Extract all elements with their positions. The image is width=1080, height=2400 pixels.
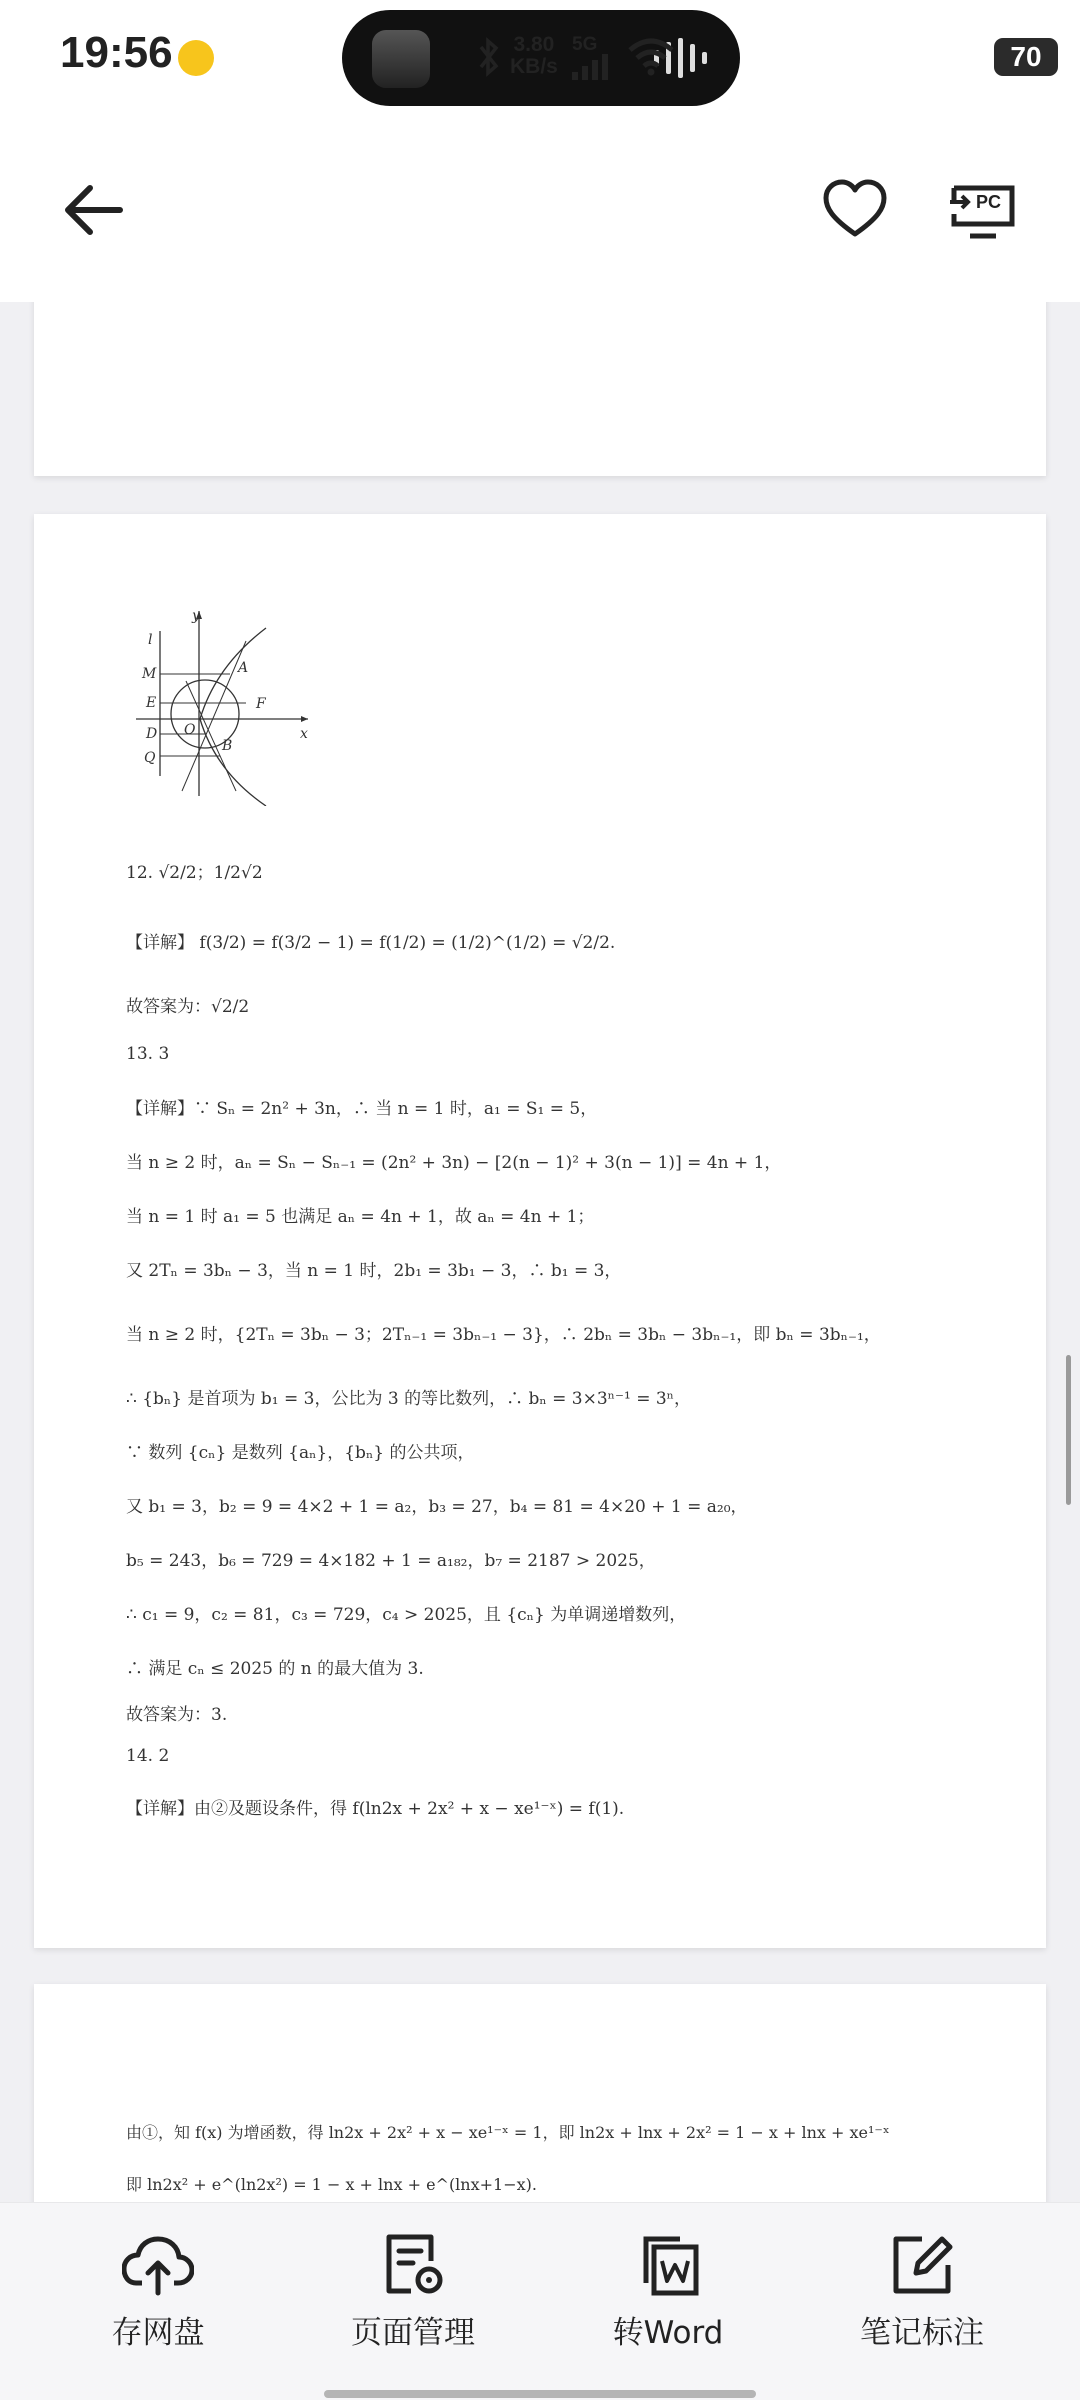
- figure-label-x: x: [300, 726, 308, 742]
- answer-12: 12. √2/2；1/2√2: [126, 863, 263, 883]
- solution-13-line: b₅ = 243，b₆ = 729 = 4×182 + 1 = a₁₈₂，b₇ = 2187 > 2025，: [126, 1551, 656, 1571]
- home-indicator[interactable]: [324, 2390, 756, 2398]
- figure-label-d: D: [146, 726, 158, 742]
- note-annotation-button[interactable]: [812, 2233, 1032, 2373]
- tool-label: 存网盘: [111, 2315, 205, 2351]
- geometry-figure: [126, 606, 316, 806]
- pc-transfer-button[interactable]: [948, 180, 1018, 240]
- net-speed-unit: KB/s: [510, 55, 558, 78]
- solution-13-line: 当 n ≥ 2 时，aₙ = Sₙ − Sₙ₋₁ = (2n² + 3n) − [2(n − 1)² + 3(n − 1)] = 4n + 1，: [126, 1153, 782, 1173]
- word-convert-icon: [636, 2233, 700, 2297]
- clock: 19:56: [60, 28, 173, 77]
- save-to-cloud-button[interactable]: [48, 2233, 268, 2373]
- cloud-upload-icon: [122, 2233, 194, 2297]
- solution-13-line: ∴ {bₙ} 是首项为 b₁ = 3，公比为 3 的等比数列，∴ bₙ = 3×3ⁿ⁻¹ = 3ⁿ，: [126, 1389, 692, 1409]
- document-page: [34, 302, 1046, 476]
- scrollbar[interactable]: [1066, 1355, 1071, 1505]
- solution-13-line: 【详解】∵ Sₙ = 2n² + 3n，∴ 当 n = 1 时，a₁ = S₁ = 5，: [126, 1099, 598, 1119]
- solution-13-line: ∴ c₁ = 9，c₂ = 81，c₃ = 729，c₄ > 2025，且 {cₙ} 为单调递增数列，: [126, 1605, 687, 1625]
- figure-label-m: M: [142, 666, 157, 682]
- solution-13-line: 又 b₁ = 3，b₂ = 9 = 4×2 + 1 = a₂，b₃ = 27，b₄ = 81 = 4×20 + 1 = a₂₀，: [126, 1497, 748, 1517]
- battery-indicator: 70: [994, 38, 1058, 76]
- status-bar: [0, 0, 1080, 118]
- app-top-bar: [0, 118, 1080, 302]
- music-app-icon: [178, 40, 214, 76]
- solution-14-line: 由①，知 f(x) 为增函数，得 ln2x + 2x² + x − xe¹⁻ˣ = 1，即 ln2x + lnx + 2x² = 1 − x + lnx + xe¹⁻ˣ: [126, 2123, 890, 2142]
- final-answer-12: 故答案为：√2/2: [126, 997, 250, 1017]
- heart-icon[interactable]: [822, 178, 888, 240]
- bottom-toolbar: [0, 2202, 1080, 2400]
- solution-13-line: ∴ 满足 cₙ ≤ 2025 的 n 的最大值为 3.: [126, 1659, 424, 1679]
- solution-13-line: 又 2Tₙ = 3bₙ − 3，当 n = 1 时，2b₁ = 3b₁ − 3，∴ b₁ = 3，: [126, 1261, 622, 1281]
- answer-14: 14. 2: [126, 1746, 170, 1766]
- solution-12: 【详解】 f(3/2) = f(3/2 − 1) = f(1/2) = (1/2)^(1/2) = √2/2.: [126, 933, 616, 953]
- network-speed: [510, 34, 558, 78]
- document-page: [34, 1984, 1046, 2202]
- solution-14-line: 即 ln2x² + e^(ln2x²) = 1 − x + lnx + e^(lnx+1−x).: [126, 2175, 537, 2194]
- page-management-button[interactable]: [303, 2233, 523, 2373]
- figure-label-a: A: [238, 660, 249, 676]
- convert-to-word-button[interactable]: [558, 2233, 778, 2373]
- system-icons: [510, 30, 1058, 86]
- solution-14-line: 【详解】由②及题设条件，得 f(ln2x + 2x² + x − xe¹⁻ˣ) = f(1).: [126, 1799, 625, 1819]
- album-art-icon: [372, 30, 430, 88]
- page-settings-icon: [381, 2233, 445, 2297]
- arrow-left-icon[interactable]: [60, 180, 130, 240]
- net-speed-value: 3.80: [513, 33, 555, 56]
- figure-label-f: F: [256, 696, 266, 712]
- figure-label-l: l: [148, 632, 153, 648]
- wifi-icon: [628, 38, 674, 76]
- final-answer-13: 故答案为：3.: [126, 1705, 228, 1725]
- pc-label: PC: [976, 192, 1002, 212]
- figure-label-o: O: [184, 722, 196, 738]
- document-page: [34, 514, 1046, 1948]
- solution-13-line: 当 n ≥ 2 时，{2Tₙ = 3bₙ − 3；2Tₙ₋₁ = 3bₙ₋₁ − 3}，∴ 2bₙ = 3bₙ − 3bₙ₋₁，即 bₙ = 3bₙ₋₁，: [126, 1325, 881, 1345]
- cellular-signal-icon: [572, 54, 612, 80]
- tool-label: 页面管理: [351, 2315, 475, 2351]
- note-edit-icon: [890, 2233, 954, 2297]
- tool-label: 笔记标注: [860, 2315, 984, 2351]
- solution-13-line: ∵ 数列 {cₙ} 是数列 {aₙ}，{bₙ} 的公共项，: [126, 1443, 475, 1463]
- answer-13: 13. 3: [126, 1044, 170, 1064]
- figure-label-q: Q: [144, 750, 156, 766]
- document-viewer[interactable]: [0, 302, 1080, 2202]
- tool-label: 转Word: [612, 2315, 724, 2351]
- solution-13-line: 当 n = 1 时 a₁ = 5 也满足 aₙ = 4n + 1，故 aₙ = 4n + 1；: [126, 1207, 595, 1227]
- figure-label-b: B: [222, 738, 233, 754]
- figure-label-y: y: [192, 608, 200, 624]
- bluetooth-icon: [476, 36, 502, 78]
- figure-label-e: E: [146, 695, 157, 711]
- signal-type: 5G: [572, 34, 598, 55]
